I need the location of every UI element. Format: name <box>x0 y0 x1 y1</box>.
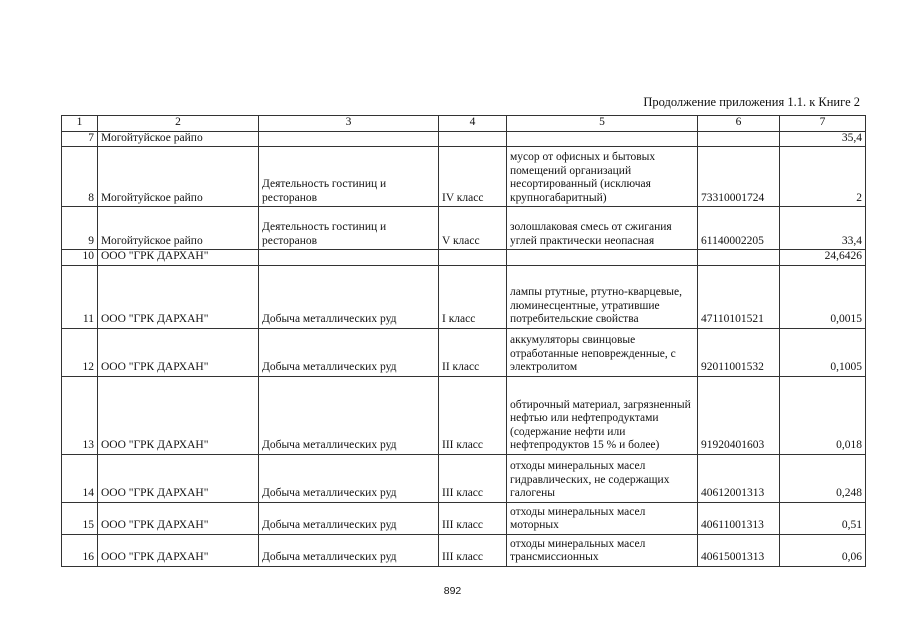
organization-cell: ООО "ГРК ДАРХАН" <box>98 250 259 266</box>
organization-cell: Могойтуйское райпо <box>98 207 259 250</box>
row-number: 8 <box>62 147 98 207</box>
fkko-code-cell <box>698 250 780 266</box>
activity-cell: Добыча металлических руд <box>259 534 439 566</box>
table-row <box>62 250 866 266</box>
table-row <box>62 265 866 328</box>
amount-cell: 33,4 <box>780 207 866 250</box>
fkko-code-cell: 40611001313 <box>698 502 780 534</box>
row-number: 15 <box>62 502 98 534</box>
hazard-class-cell: III класс <box>439 454 507 502</box>
organization-cell: ООО "ГРК ДАРХАН" <box>98 502 259 534</box>
waste-type-cell: обтирочный материал, загрязненный нефтью или нефтепродуктами (содержание нефти или нефтепродуктов 15 % и более) <box>507 376 698 454</box>
row-number: 13 <box>62 376 98 454</box>
table-row <box>62 328 866 376</box>
organization-cell: ООО "ГРК ДАРХАН" <box>98 376 259 454</box>
activity-cell: Добыча металлических руд <box>259 265 439 328</box>
fkko-code-cell: 61140002205 <box>698 207 780 250</box>
fkko-code-cell: 47110101521 <box>698 265 780 328</box>
activity-cell: Добыча металлических руд <box>259 376 439 454</box>
waste-type-cell: золошлаковая смесь от сжигания углей практически неопасная <box>507 207 698 250</box>
hazard-class-cell: II класс <box>439 328 507 376</box>
fkko-code-cell: 40612001313 <box>698 454 780 502</box>
organization-cell: Могойтуйское райпо <box>98 131 259 147</box>
activity-cell: Добыча металлических руд <box>259 454 439 502</box>
row-number: 11 <box>62 265 98 328</box>
hazard-class-cell: V класс <box>439 207 507 250</box>
activity-cell: Добыча металлических руд <box>259 328 439 376</box>
waste-type-cell <box>507 250 698 266</box>
amount-cell: 0,51 <box>780 502 866 534</box>
activity-cell: Добыча металлических руд <box>259 502 439 534</box>
amount-cell: 35,4 <box>780 131 866 147</box>
fkko-code-cell: 91920401603 <box>698 376 780 454</box>
row-number: 16 <box>62 534 98 566</box>
header-cell: 2 <box>98 116 259 132</box>
activity-cell: Деятельность гостиниц и ресторанов <box>259 207 439 250</box>
header-cell: 4 <box>439 116 507 132</box>
waste-type-cell: отходы минеральных масел трансмиссионных <box>507 534 698 566</box>
waste-type-cell: отходы минеральных масел гидравлических, не содержащих галогены <box>507 454 698 502</box>
amount-cell: 0,018 <box>780 376 866 454</box>
organization-cell: ООО "ГРК ДАРХАН" <box>98 454 259 502</box>
header-cell: 5 <box>507 116 698 132</box>
row-number: 12 <box>62 328 98 376</box>
waste-type-cell <box>507 131 698 147</box>
amount-cell: 0,0015 <box>780 265 866 328</box>
header-cell: 7 <box>780 116 866 132</box>
hazard-class-cell <box>439 131 507 147</box>
row-number: 7 <box>62 131 98 147</box>
amount-cell: 2 <box>780 147 866 207</box>
table-row <box>62 131 866 147</box>
hazard-class-cell: III класс <box>439 376 507 454</box>
table-row <box>62 454 866 502</box>
organization-cell: Могойтуйское райпо <box>98 147 259 207</box>
activity-cell <box>259 250 439 266</box>
header-cell: 6 <box>698 116 780 132</box>
amount-cell: 0,248 <box>780 454 866 502</box>
table-row <box>62 502 866 534</box>
amount-cell: 0,06 <box>780 534 866 566</box>
activity-cell: Деятельность гостиниц и ресторанов <box>259 147 439 207</box>
hazard-class-cell <box>439 250 507 266</box>
table-row <box>62 147 866 207</box>
organization-cell: ООО "ГРК ДАРХАН" <box>98 265 259 328</box>
fkko-code-cell: 73310001724 <box>698 147 780 207</box>
hazard-class-cell: I класс <box>439 265 507 328</box>
page-caption: Продолжение приложения 1.1. к Книге 2 <box>643 95 860 109</box>
waste-type-cell: аккумуляторы свинцовые отработанные неповрежденные, с электролитом <box>507 328 698 376</box>
waste-table <box>61 115 866 567</box>
table-row <box>62 207 866 250</box>
fkko-code-cell: 92011001532 <box>698 328 780 376</box>
row-number: 10 <box>62 250 98 266</box>
activity-cell <box>259 131 439 147</box>
row-number: 9 <box>62 207 98 250</box>
waste-type-cell: отходы минеральных масел моторных <box>507 502 698 534</box>
table-row <box>62 376 866 454</box>
amount-cell: 24,6426 <box>780 250 866 266</box>
fkko-code-cell <box>698 131 780 147</box>
header-row <box>62 116 866 132</box>
organization-cell: ООО "ГРК ДАРХАН" <box>98 534 259 566</box>
hazard-class-cell: IV класс <box>439 147 507 207</box>
header-cell: 3 <box>259 116 439 132</box>
amount-cell: 0,1005 <box>780 328 866 376</box>
table-row <box>62 534 866 566</box>
header-cell: 1 <box>62 116 98 132</box>
hazard-class-cell: III класс <box>439 534 507 566</box>
hazard-class-cell: III класс <box>439 502 507 534</box>
fkko-code-cell: 40615001313 <box>698 534 780 566</box>
row-number: 14 <box>62 454 98 502</box>
organization-cell: ООО "ГРК ДАРХАН" <box>98 328 259 376</box>
waste-type-cell: лампы ртутные, ртутно-кварцевые, люминесцентные, утратившие потребительские свойства <box>507 265 698 328</box>
waste-type-cell: мусор от офисных и бытовых помещений организаций несортированный (исключая крупногабаритный) <box>507 147 698 207</box>
page-number: 892 <box>443 585 462 597</box>
